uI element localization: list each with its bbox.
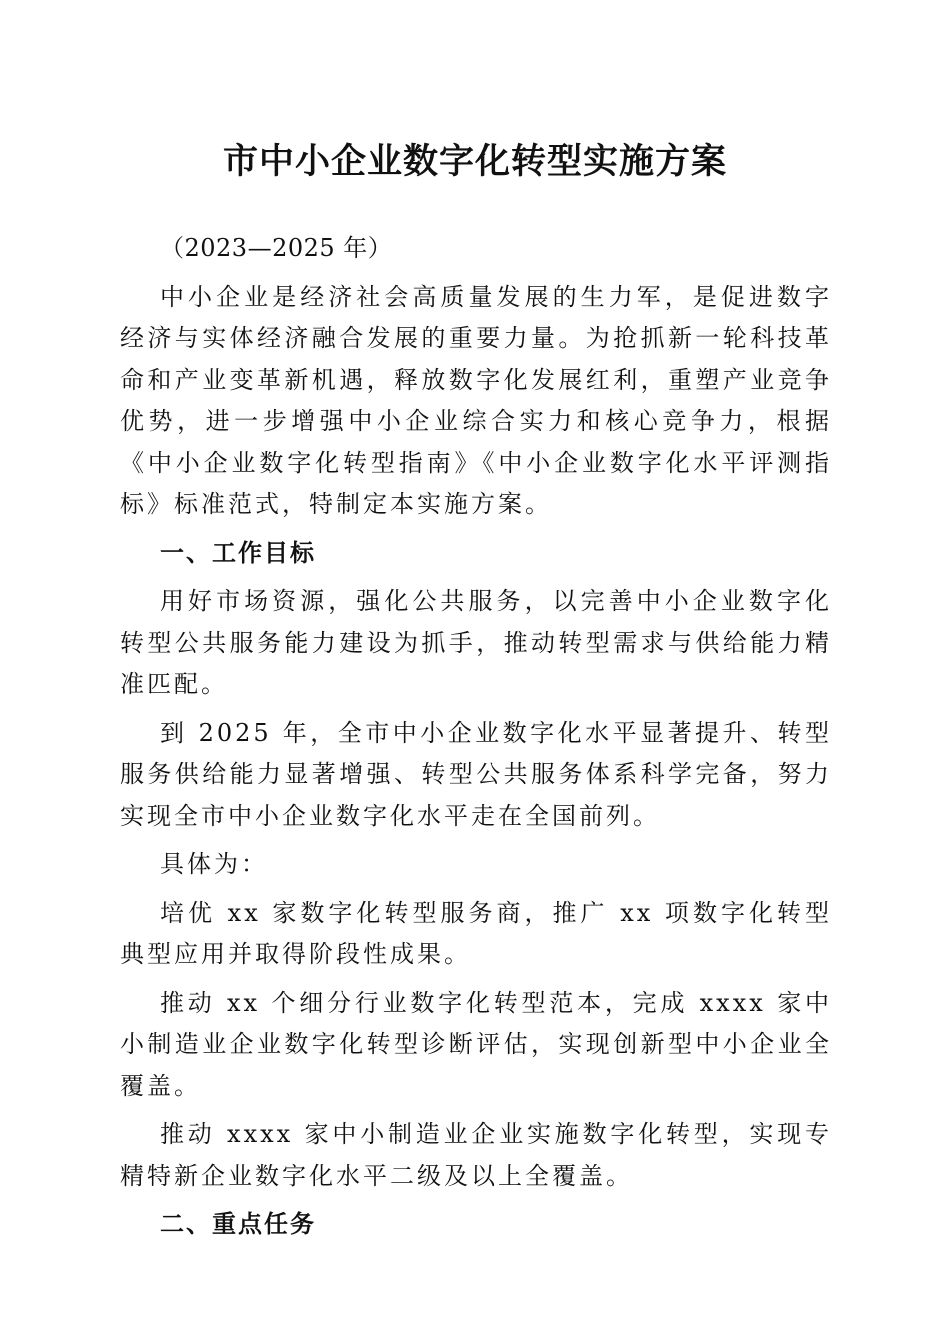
goals-paragraph: 培优 xx 家数字化转型服务商，推广 xx 项数字化转型典型应用并取得阶段性成果。 [120, 898, 832, 968]
document-body [120, 228, 832, 1253]
goals-paragraph: 具体为： [160, 850, 268, 878]
goals-paragraph: 用好市场资源，强化公共服务，以完善中小企业数字化转型公共服务能力建设为抓手，推动转型需求与供给能力精准匹配。 [120, 587, 832, 698]
goals-paragraph: 推动 xxxx 家中小制造业企业实施数字化转型，实现专精特新企业数字化水平二级及以上全覆盖。 [120, 1120, 832, 1190]
document-title: 市中小企业数字化转型实施方案 [222, 141, 727, 182]
intro-paragraph: 中小企业是经济社会高质量发展的生力军，是促进数字经济与实体经济融合发展的重要力量。为抢抓新一轮科技革命和产业变革新机遇，释放数字化发展红利，重塑产业竞争优势，进一步增强中小企业综合实力和核心竞争力，根据《中小企业数字化转型指南》《中小企业数字化水平评测指标》标准范式，特制定本实施方案。 [120, 282, 832, 518]
section-heading-tasks: 二、重点任务 [160, 1210, 316, 1238]
date-range: （2023—2025 年） [160, 234, 393, 262]
goals-paragraph: 推动 xx 个细分行业数字化转型范本，完成 xxxx 家中小制造业企业数字化转型诊断评估，实现创新型中小企业全覆盖。 [120, 988, 832, 1100]
section-heading-goals: 一、工作目标 [160, 538, 316, 567]
goals-paragraph: 到 2025 年，全市中小企业数字化水平显著提升、转型服务供给能力显著增强、转型公共服务体系科学完备，努力实现全市中小企业数字化水平走在全国前列。 [120, 718, 832, 830]
